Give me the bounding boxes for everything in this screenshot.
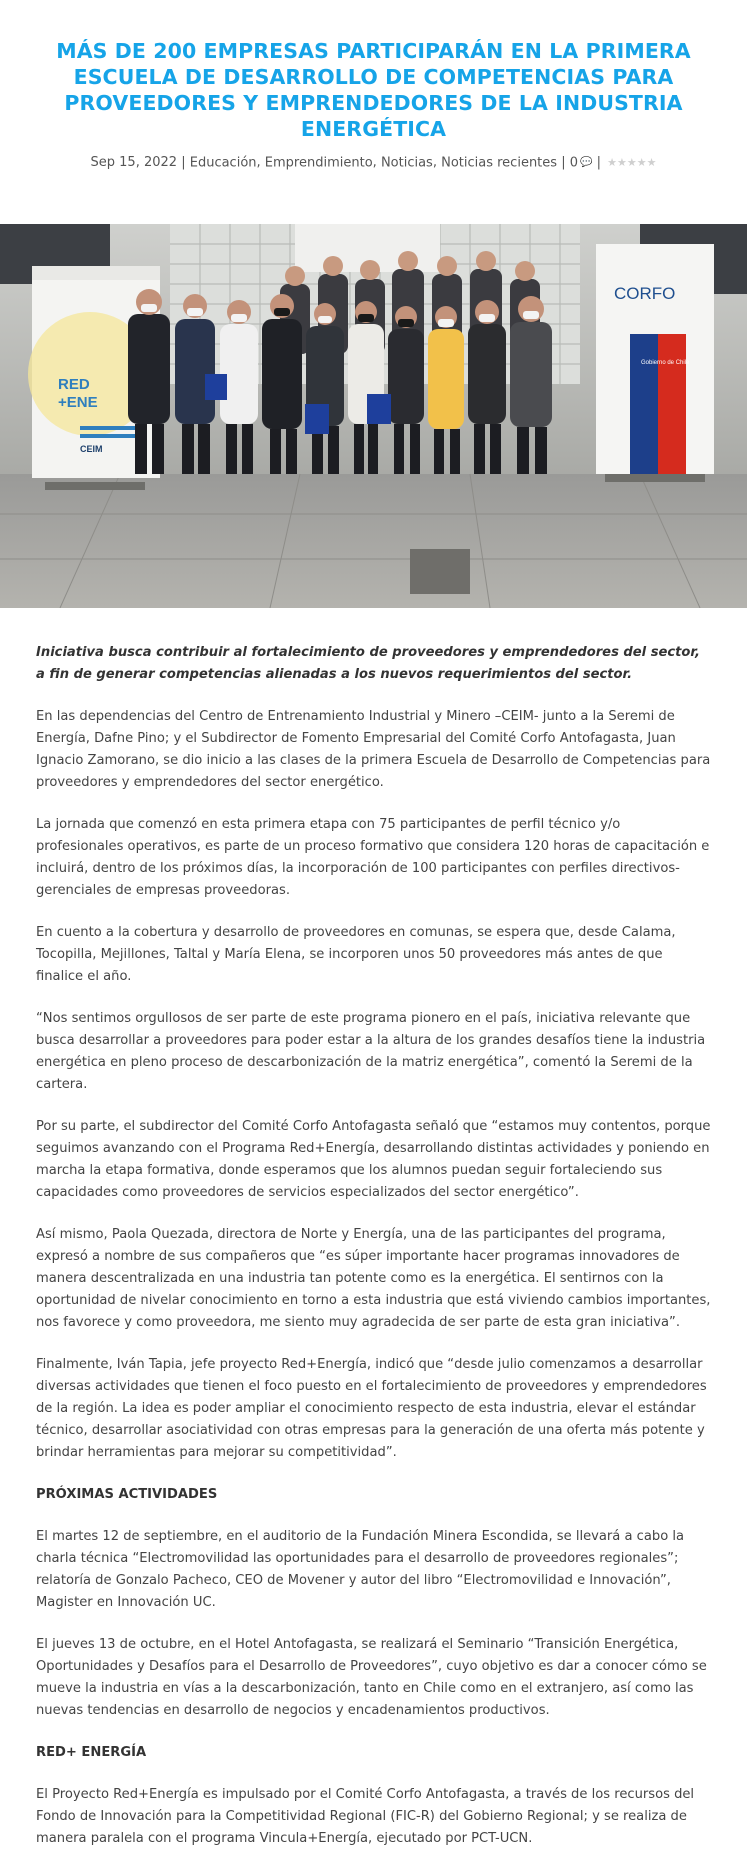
category-link-noticias[interactable]: Noticias — [380, 155, 433, 171]
article-title: MÁS DE 200 EMPRESAS PARTICIPARÁN EN LA PRIMERA ESCUELA DE DESARROLLO DE COMPETENCIAS PARA PROVEEDORES Y EMPRENDEDORES DE LA INDUSTRIA ENERGÉTICA — [56, 39, 691, 141]
post-meta: Sep 15, 2022 | Educación, Emprendimiento, Noticias, Noticias recientes | 0 💬 | ★★★★★ — [90, 155, 657, 171]
section-heading-proximas-actividades: PRÓXIMAS ACTIVIDADES — [36, 1486, 218, 1502]
paragraph: Así mismo, Paola Quezada, directora de Norte y Energía, una de las participantes del programa, expresó a nombre de sus compañeros que “es súper importante hacer programas innovadores de manera descentralizada en una industria tan potente como es la energética. El sentirnos con la oportunidad de nivelar conocimiento en torno a esta industria que está viviendo cambios importantes, nos favorece y como proveedora, me siento muy agradecida de ser parte de esta gran iniciativa”. — [36, 1226, 711, 1330]
paragraph: En cuento a la cobertura y desarrollo de proveedores en comunas, se espera que, desde Calama, Tocopilla, Mejillones, Taltal y María Elena, se incorporen unos 50 proveedores más antes de que finalice el año. — [36, 924, 676, 984]
paragraph: Por su parte, el subdirector del Comité Corfo Antofagasta señaló que “estamos muy contentos, porque seguimos avanzando con el Programa Red+Energía, desarrollando distintas actividades y poniendo en marcha la etapa formativa, donde esperamos que los alumnos puedan seguir fortaleciendo sus capacidades como proveedores de servicios especializados del sector energético”. — [36, 1118, 711, 1200]
featured-image — [0, 224, 747, 608]
rating-stars: ★★★★★ — [607, 156, 657, 169]
category-link-educacion[interactable]: Educación — [189, 155, 257, 171]
category-link-noticias-recientes[interactable]: Noticias recientes — [441, 155, 558, 171]
meta-separator: | — [181, 155, 186, 170]
banner-energia-text: +ENE — [58, 393, 98, 411]
meta-separator: | — [561, 155, 566, 170]
article-intro: Iniciativa busca contribuir al fortalecimiento de proveedores y emprendedores del sector, a fin de generar competencias alienadas a los nuevos requerimientos del sector. — [36, 644, 700, 682]
comments-link[interactable] — [570, 156, 593, 171]
paragraph: El Proyecto Red+Energía es impulsado por el Comité Corfo Antofagasta, a través de los recursos del Fondo de Innovación para la Competitividad Regional (FIC-R) del Gobierno Regional; y se realiza de manera paralela con el programa Vincula+Energía, ejecutado por PCT-UCN. — [36, 1786, 695, 1846]
paragraph: En las dependencias del Centro de Entrenamiento Industrial y Minero –CEIM- junto a la Seremi de Energía, Dafne Pino; y el Subdirector de Fomento Empresarial del Comité Corfo Antofagasta, Juan Ignacio Zamorano, se dio inicio a las clases de la primera Escuela de Desarrollo de Competencias para proveedores y emprendedores del sector energético. — [36, 708, 711, 790]
section-heading-red-energia: RED+ ENERGÍA — [36, 1744, 147, 1760]
paragraph: El martes 12 de septiembre, en el auditorio de la Fundación Minera Escondida, se llevará a cabo la charla técnica “Electromovilidad las oportunidades para el desarrollo de proveedores regionales”; relatoría de Gonzalo Pacheco, CEO de Movener y autor del libro “Electromovilidad e Innovación”, Magister en Innovación UC. — [36, 1528, 685, 1610]
meta-separator: | — [596, 155, 601, 170]
article-header — [0, 0, 747, 173]
paragraph: Finalmente, Iván Tapia, jefe proyecto Red+Energía, indicó que “desde julio comenzamos a desarrollar diversas actividades que tienen el foco puesto en el fortalecimiento de proveedores y emprendedores de la región. La idea es poder ampliar el conocimiento respecto de esta industria, elevar el estándar técnico, desarrollar asociatividad con otras empresas para la generación de una oferta más potente y brindar herramientas para mejorar su competitividad”. — [36, 1356, 707, 1460]
banner-ceim-text: CEIM — [80, 443, 103, 454]
banner-corfo-text: CORFO — [614, 283, 676, 303]
corfo-banner — [596, 244, 714, 482]
paragraph: El jueves 13 de octubre, en el Hotel Antofagasta, se realizará el Seminario “Transición Energética, Oportunidades y Desafíos para el Desarrollo de Proveedores”, cuyo objetivo es dar a conocer cómo se mueve la industria en vías a la descarbonización, tanto en Chile como en el extranjero, así como las nuevas tendencias en desarrollo de negocios y encadenamientos productivos. — [36, 1636, 707, 1718]
category-link-emprendimiento[interactable]: Emprendimiento — [264, 155, 373, 171]
banner-red-text: RED — [58, 375, 90, 393]
post-date: Sep 15, 2022 — [90, 155, 178, 170]
paragraph: La jornada que comenzó en esta primera etapa con 75 participantes de perfil técnico y/o profesionales operativos, es parte de un proceso formativo que considera 120 horas de capacitación e incluirá, dentro de los próximos días, la incorporación de 100 participantes con perfiles directivos-gerenciales de empresas proveedoras. — [36, 816, 710, 898]
article-body — [0, 608, 747, 1850]
comment-icon: 💬 — [580, 157, 593, 168]
comment-count: 0 — [569, 155, 579, 170]
banner-gobierno-text: Gobierno de Chile — [641, 359, 690, 366]
paragraph: “Nos sentimos orgullosos de ser parte de este programa pionero en el país, iniciativa relevante que busca desarrollar a proveedores para poder estar a la altura de los grandes desafíos tiene la industria energética en pleno proceso de descarbonización de la matriz energética”, comentó la Seremi de la cartera. — [36, 1010, 706, 1092]
